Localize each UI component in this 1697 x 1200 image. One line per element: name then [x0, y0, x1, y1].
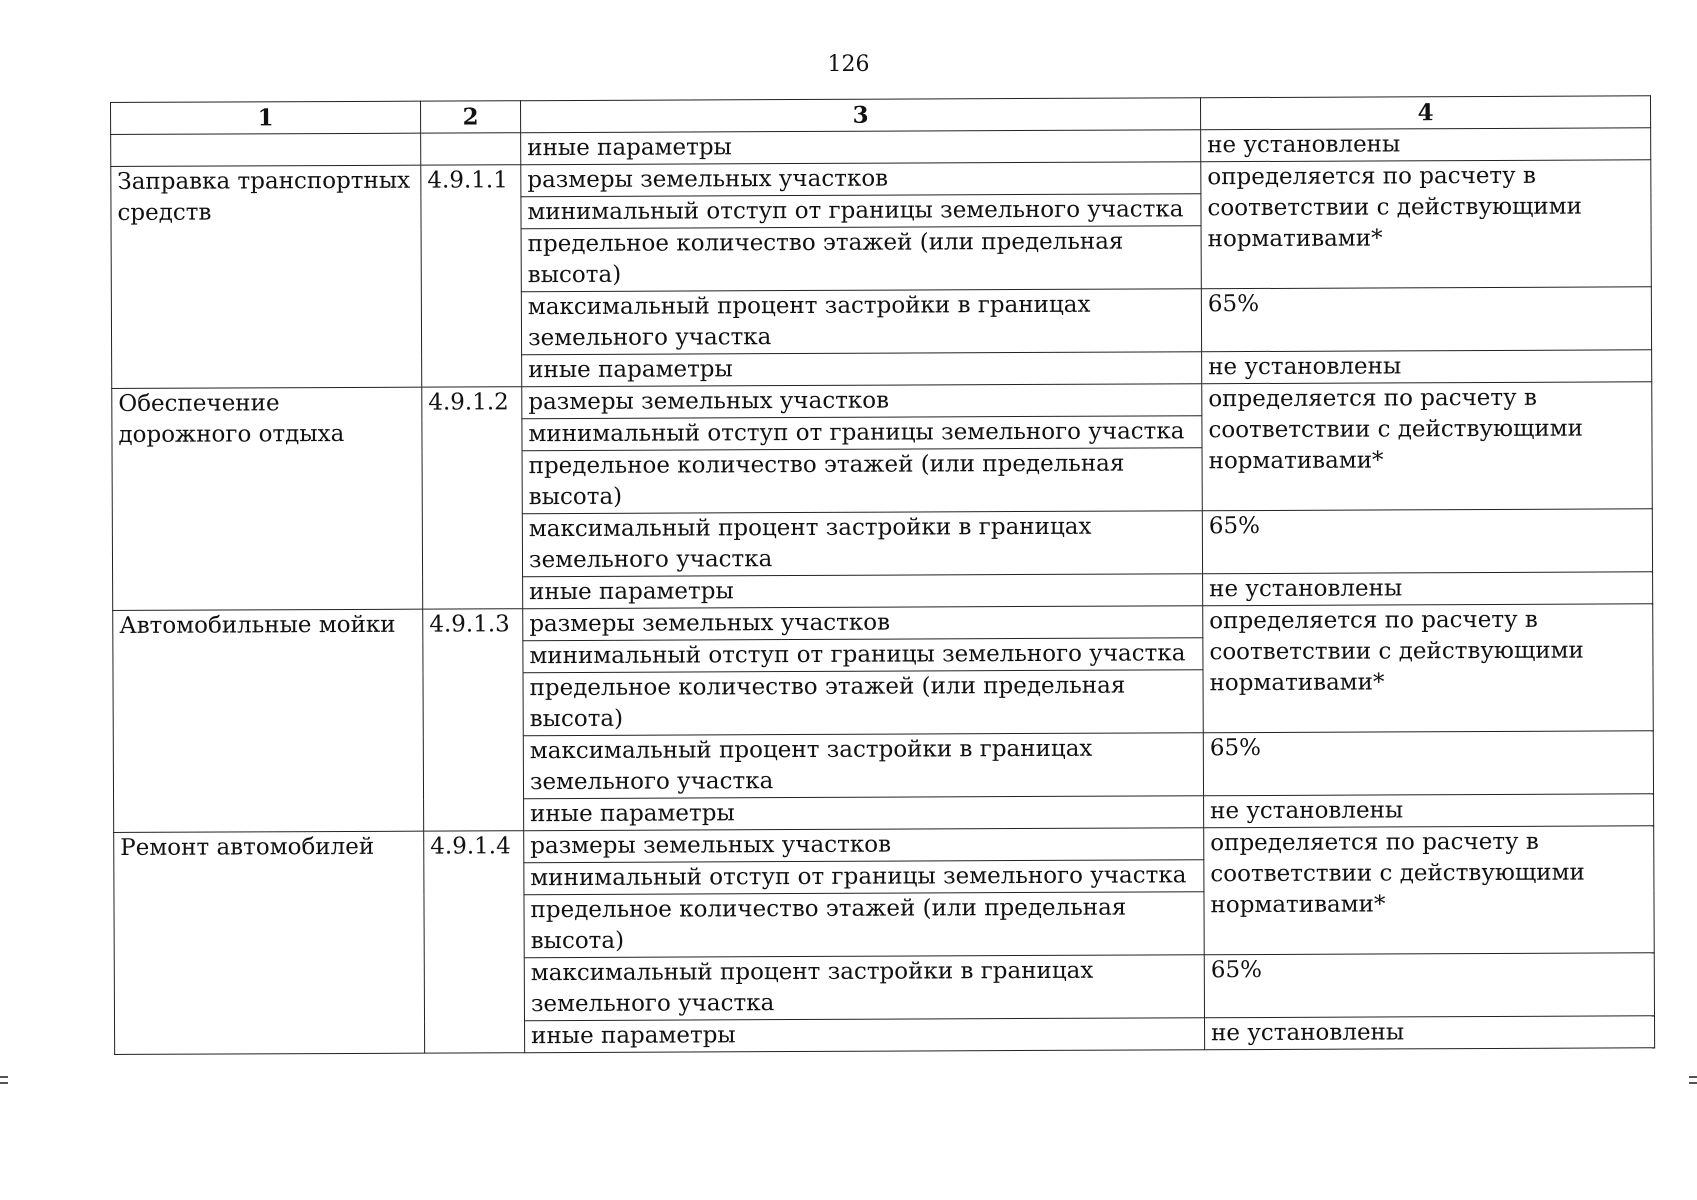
empty-cell — [111, 133, 421, 166]
parameter-cell: предельное количество этажей (или предельная высота) — [522, 448, 1202, 514]
parameter-cell: максимальный процент застройки в границах земельного участка — [521, 289, 1201, 355]
use-type-name: Заправка транспортных средств — [111, 165, 422, 388]
parameter-cell: размеры земельных участков — [523, 606, 1203, 641]
parameter-cell: иные параметры — [522, 352, 1202, 387]
parameter-cell: максимальный процент застройки в границах земельного участка — [524, 955, 1204, 1021]
value-cell: не установлены — [1202, 350, 1652, 384]
parameter-cell: размеры земельных участков — [521, 162, 1201, 197]
edge-mark — [1689, 1082, 1697, 1084]
value-cell: не установлены — [1205, 1016, 1655, 1050]
value-cell: 65% — [1201, 287, 1651, 352]
parameter-cell: предельное количество этажей (или предельная высота) — [524, 892, 1204, 958]
value-cell: не установлены — [1201, 128, 1651, 162]
value-cell: определяется по расчету в соответствии с действующими нормативами* — [1202, 382, 1653, 511]
parameters-table — [110, 95, 1655, 1055]
edge-mark — [0, 1082, 8, 1084]
parameter-cell: размеры земельных участков — [522, 384, 1202, 419]
value-cell: не установлены — [1203, 572, 1653, 606]
parameter-cell: минимальный отступ от границы земельного участка — [523, 638, 1203, 673]
parameter-cell: максимальный процент застройки в границах земельного участка — [522, 511, 1202, 577]
parameter-cell: иные параметры — [524, 796, 1204, 831]
table-row — [111, 160, 1651, 199]
value-cell: 65% — [1202, 509, 1652, 574]
page-number: 126 — [827, 52, 870, 77]
use-type-code: 4.9.1.4 — [424, 831, 525, 1053]
use-type-name: Ремонт автомобилей — [114, 831, 425, 1054]
parameter-cell: максимальный процент застройки в границах земельного участка — [523, 733, 1203, 799]
use-type-code: 4.9.1.3 — [423, 609, 524, 831]
edge-mark — [1689, 1076, 1697, 1078]
use-type-name: Обеспечение дорожного отдыха — [112, 387, 423, 610]
parameter-cell: минимальный отступ от границы земельного участка — [521, 194, 1201, 229]
value-cell: определяется по расчету в соответствии с действующими нормативами* — [1201, 160, 1652, 289]
table-row — [114, 826, 1654, 865]
value-cell: не установлены — [1204, 794, 1654, 828]
table-row — [112, 382, 1652, 421]
value-cell: определяется по расчету в соответствии с действующими нормативами* — [1203, 604, 1654, 733]
value-cell: 65% — [1204, 953, 1654, 1018]
parameter-cell: иные параметры — [521, 130, 1201, 165]
use-type-code: 4.9.1.1 — [421, 165, 522, 387]
parameter-cell: размеры земельных участков — [524, 828, 1204, 863]
column-header: 1 — [111, 101, 421, 134]
value-cell: определяется по расчету в соответствии с действующими нормативами* — [1204, 826, 1655, 955]
parameter-cell: иные параметры — [525, 1018, 1205, 1053]
use-type-code: 4.9.1.2 — [422, 387, 523, 609]
parameter-cell: минимальный отступ от границы земельного участка — [522, 416, 1202, 451]
use-type-name: Автомобильные мойки — [113, 609, 424, 832]
empty-cell — [421, 133, 521, 165]
column-header: 4 — [1200, 96, 1650, 130]
parameter-cell: иные параметры — [523, 574, 1203, 609]
parameter-cell: предельное количество этажей (или предельная высота) — [523, 670, 1203, 736]
parameter-cell: предельное количество этажей (или предельная высота) — [521, 226, 1201, 292]
parameter-cell: минимальный отступ от границы земельного участка — [524, 860, 1204, 895]
column-header: 3 — [520, 98, 1200, 133]
column-header: 2 — [420, 101, 520, 133]
table-row — [113, 604, 1653, 643]
value-cell: 65% — [1203, 731, 1653, 796]
edge-mark — [0, 1076, 8, 1078]
